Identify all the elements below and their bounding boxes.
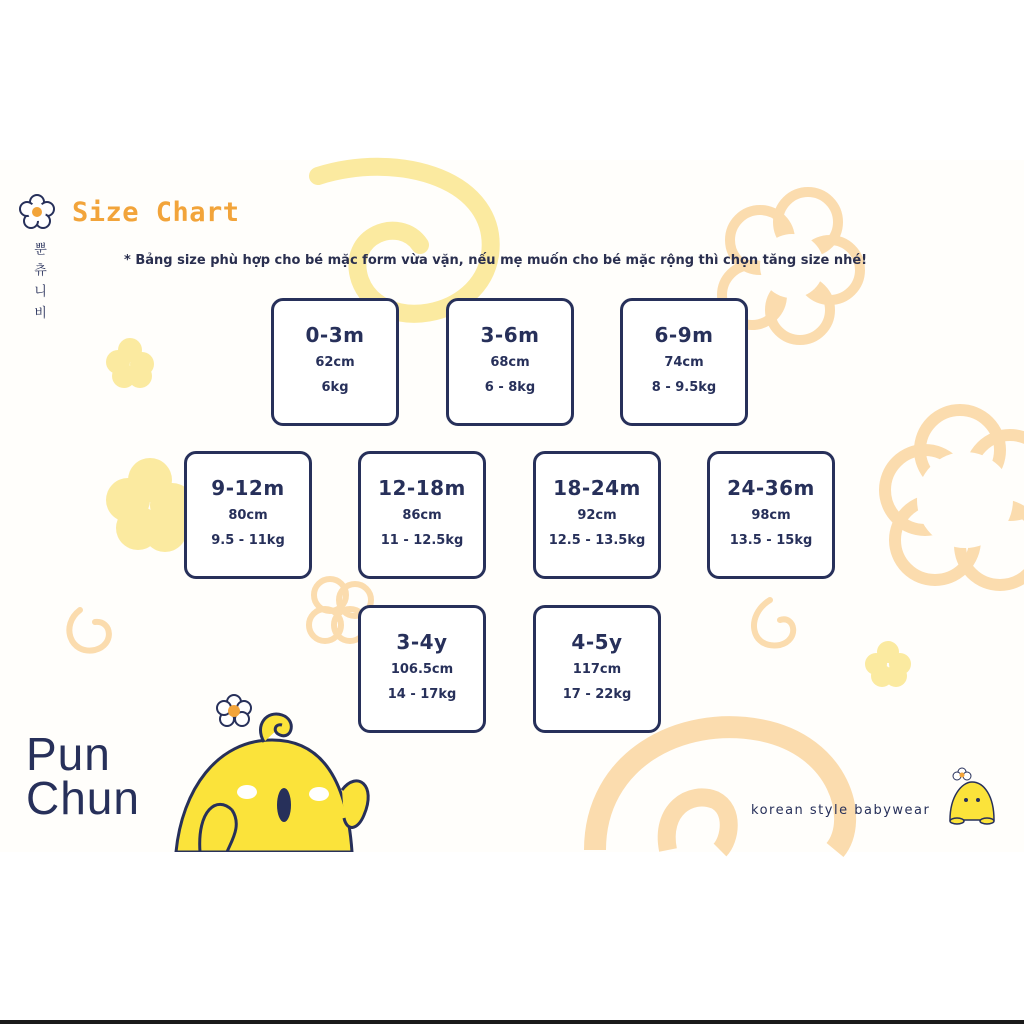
brand-korean-text: 뿐 츄 니 비 [31,242,46,321]
size-card [271,298,399,426]
size-age: 18-24m [553,476,641,500]
size-card [358,605,486,733]
size-age: 3-4y [396,630,448,654]
bottom-border [0,1020,1024,1024]
size-weight: 11 - 12.5kg [380,533,464,548]
size-weight: 14 - 17kg [387,687,457,702]
size-age: 0-3m [305,323,365,347]
size-age: 4-5y [571,630,623,654]
size-height: 86cm [402,508,442,523]
size-card [446,298,574,426]
size-height: 98cm [751,508,791,523]
size-height: 80cm [228,508,268,523]
size-age: 12-18m [378,476,466,500]
size-card [358,451,486,579]
brand-logo [26,728,140,824]
mascot-icon [942,766,1002,826]
size-card [620,298,748,426]
size-age: 9-12m [211,476,285,500]
size-height: 62cm [315,355,355,370]
page-title: Size Chart [72,197,240,228]
size-height: 117cm [572,662,622,677]
size-height: 92cm [577,508,617,523]
size-weight: 13.5 - 15kg [729,533,813,548]
brand-line-2: Chun [26,772,140,824]
size-weight: 6kg [321,380,349,395]
size-card [707,451,835,579]
size-age: 24-36m [727,476,815,500]
brand-tagline [751,803,930,818]
size-card [533,605,661,733]
flower-icon [19,194,55,230]
size-weight: 9.5 - 11kg [211,533,285,548]
size-weight: 12.5 - 13.5kg [548,533,646,548]
mascot-icon [172,690,372,852]
size-weight: 8 - 9.5kg [651,380,717,395]
size-weight: 6 - 8kg [484,380,536,395]
tagline-part-1: korean style [751,803,849,818]
brand-line-1: Pun [26,728,111,780]
size-age: 3-6m [480,323,540,347]
size-card [184,451,312,579]
size-weight: 17 - 22kg [562,687,632,702]
size-height: 106.5cm [390,662,454,677]
size-age: 6-9m [654,323,714,347]
size-height: 68cm [490,355,530,370]
size-card [533,451,661,579]
size-note: * Bảng size phù hợp cho bé mặc form vừa vặn, nếu mẹ muốn cho bé mặc rộng thì chọn tăng size nhé! [124,253,868,268]
tagline-part-2: babywear [854,803,931,818]
size-height: 74cm [664,355,704,370]
